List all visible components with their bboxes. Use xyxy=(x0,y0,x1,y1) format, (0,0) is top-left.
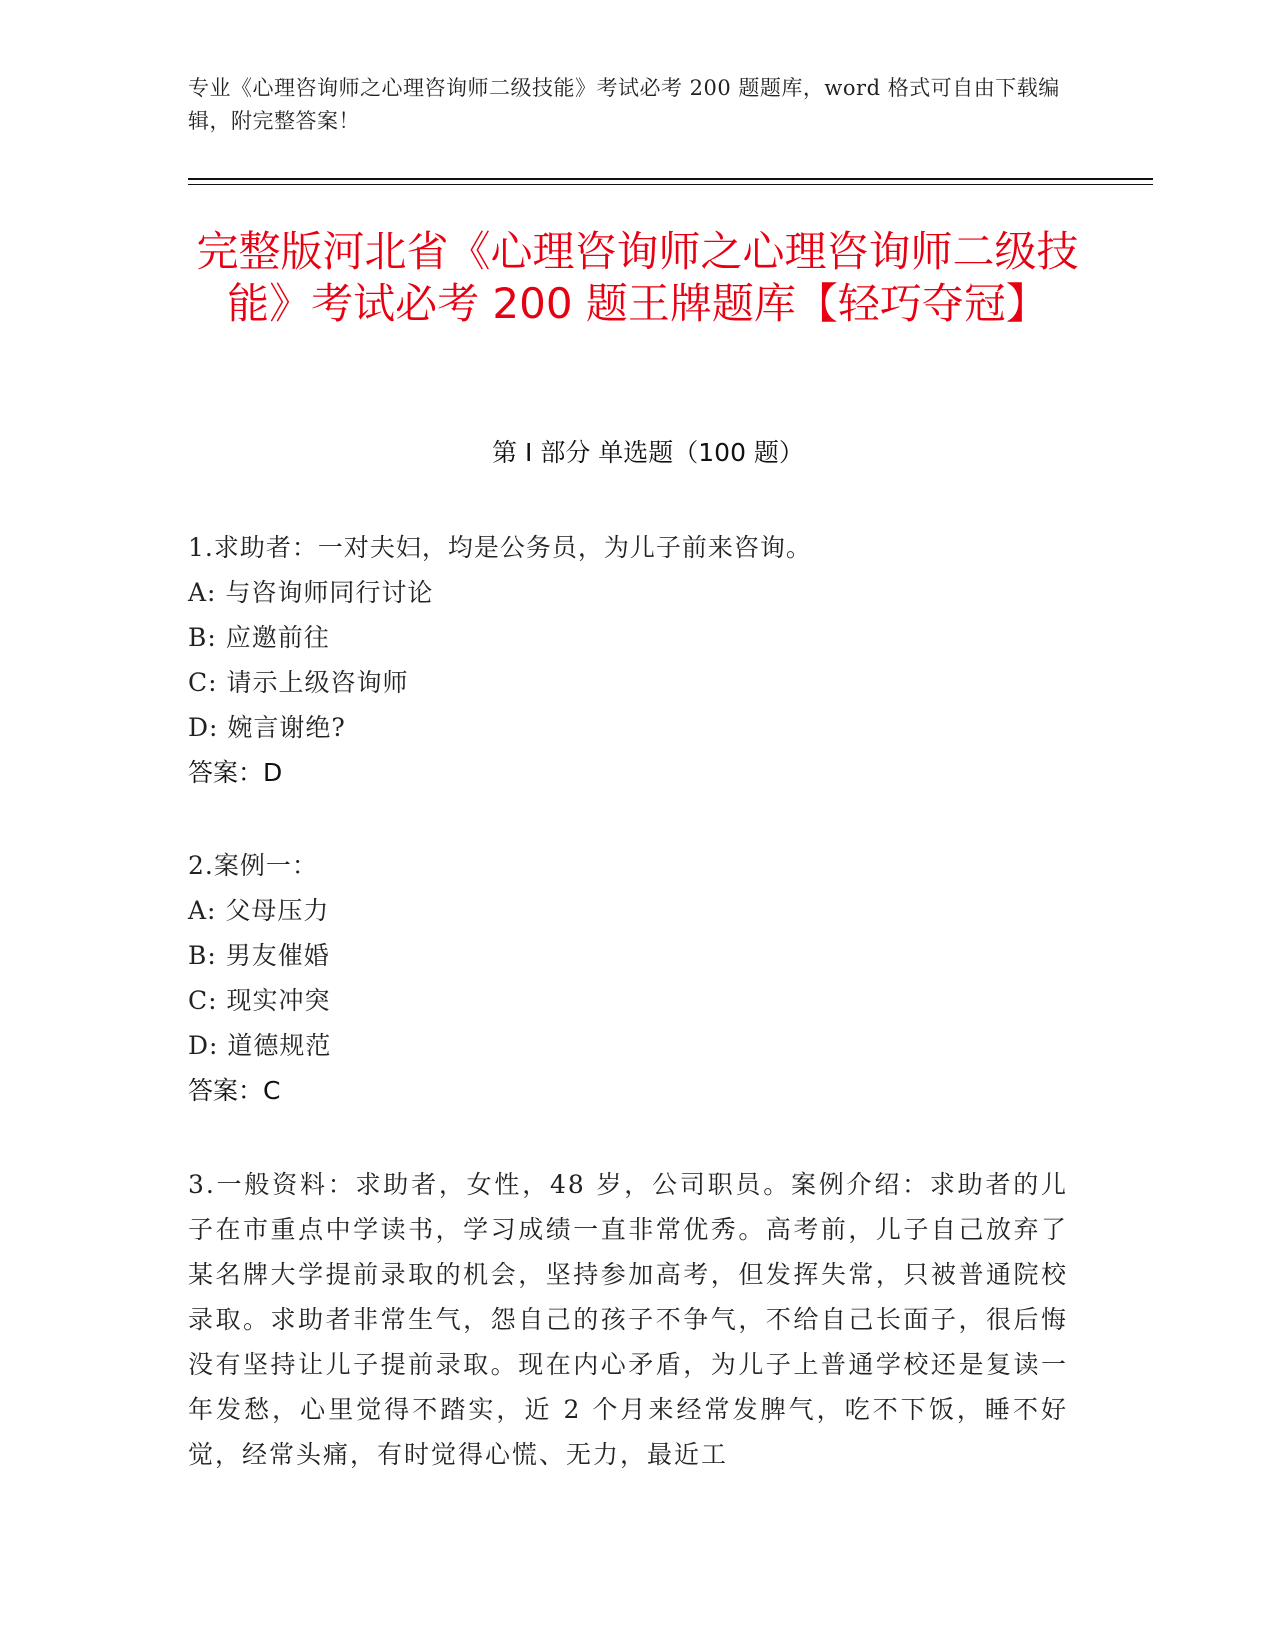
answer: 答案：C xyxy=(188,1076,281,1105)
document-title: 完整版河北省《心理咨询师之心理咨询师二级技能》考试必考 200 题王牌题库【轻巧夺冠】 xyxy=(196,227,1079,328)
option-c: C: 现实冲突 xyxy=(188,986,331,1015)
question-2 xyxy=(188,843,1068,1113)
option-d: D: 婉言谢绝? xyxy=(188,713,346,742)
header-divider-thin xyxy=(188,184,1153,185)
answer: 答案：D xyxy=(188,758,283,787)
question-1 xyxy=(188,525,1068,795)
option-b: B: 应邀前往 xyxy=(188,623,330,652)
section-heading: 第 I 部分 单选题（100 题） xyxy=(492,438,804,467)
header-divider-thick xyxy=(188,178,1153,180)
question-3 xyxy=(188,1162,1068,1477)
option-b: B: 男友催婚 xyxy=(188,941,330,970)
option-a: A: 父母压力 xyxy=(188,896,330,925)
question-stem: 2.案例一： xyxy=(188,851,318,880)
option-c: C: 请示上级咨询师 xyxy=(188,668,409,697)
option-a: A: 与咨询师同行讨论 xyxy=(188,578,434,607)
header-note: 专业《心理咨询师之心理咨询师二级技能》考试必考 200 题题库，word 格式可自由下载编辑，附完整答案！ xyxy=(188,76,1060,133)
question-stem: 3.一般资料：求助者，女性，48 岁，公司职员。案例介绍：求助者的儿子在市重点中学读书，学习成绩一直非常优秀。高考前，儿子自己放弃了某名牌大学提前录取的机会，坚持参加高考，但发挥失常，只被普通院校录取。求助者非常生气，怨自己的孩子不争气，不给自己长面子，很后悔没有坚持让儿子提前录取。现在内心矛盾，为儿子上普通学校还是复读一年发愁，心里觉得不踏实，近 2 个月来经常发脾气，吃不下饭，睡不好觉，经常头痛，有时觉得心慌、无力，最近工 xyxy=(188,1170,1068,1469)
question-stem: 1.求助者：一对夫妇，均是公务员，为儿子前来咨询。 xyxy=(188,533,812,562)
option-d: D: 道德规范 xyxy=(188,1031,332,1060)
